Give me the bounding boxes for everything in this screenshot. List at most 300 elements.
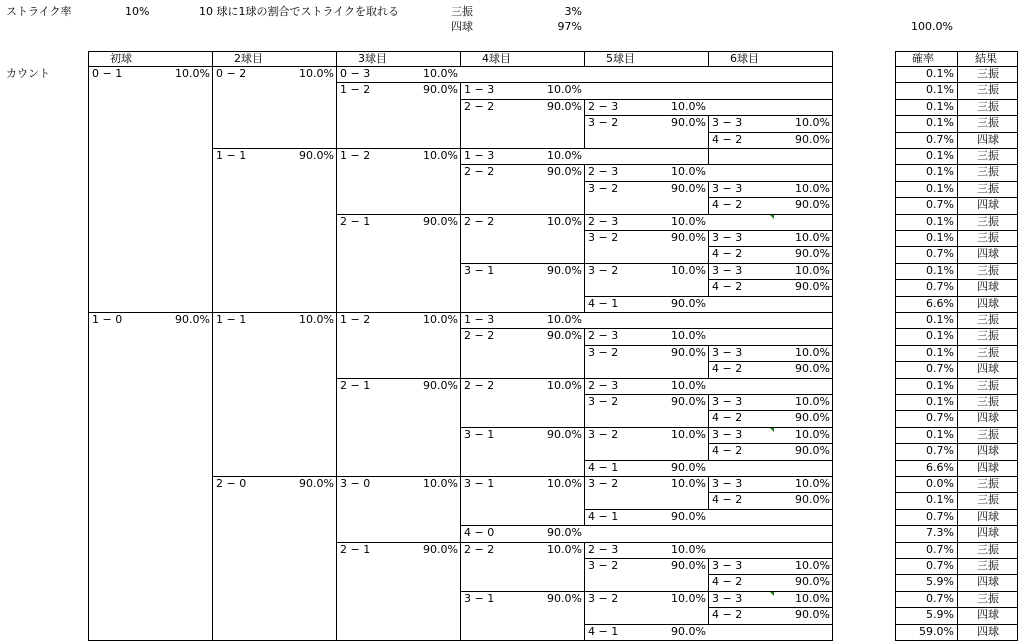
count-cell: 4 − 2	[712, 247, 743, 260]
count-cell: 4 − 1	[588, 510, 619, 523]
column-header-5: 5球目	[606, 52, 635, 65]
column-border	[584, 394, 585, 428]
column-border	[584, 263, 585, 297]
count-cell: 4 − 2	[712, 362, 743, 375]
count-cell: 1 − 3	[464, 83, 495, 96]
row-result: 三振	[977, 100, 999, 113]
column-header-2: 2球目	[234, 52, 263, 65]
column-border	[708, 574, 709, 592]
row-probability: 0.1%	[926, 264, 954, 277]
probability-cell: 90.0%	[671, 346, 706, 359]
row-probability: 0.7%	[926, 411, 954, 424]
probability-cell: 90.0%	[671, 625, 706, 638]
row-result: 三振	[977, 182, 999, 195]
column-border	[212, 312, 213, 477]
row-probability: 0.1%	[926, 100, 954, 113]
probability-cell: 90.0%	[795, 247, 830, 260]
row-probability: 0.0%	[926, 477, 954, 490]
count-cell: 3 − 3	[712, 116, 743, 129]
count-cell: 3 − 2	[588, 559, 619, 572]
probability-cell: 90.0%	[547, 526, 582, 539]
probability-cell: 10.0%	[795, 428, 830, 441]
column-border	[584, 476, 585, 510]
row-probability: 0.1%	[926, 395, 954, 408]
probability-cell: 10.0%	[299, 67, 334, 80]
row-result: 四球	[977, 608, 999, 621]
row-probability: 0.1%	[926, 67, 954, 80]
column-header-6: 6球目	[730, 52, 759, 65]
row-result: 四球	[977, 575, 999, 588]
count-cell: 4 − 2	[712, 133, 743, 146]
row-probability: 0.1%	[926, 165, 954, 178]
probability-cell: 10.0%	[671, 215, 706, 228]
count-cell: 2 − 0	[216, 477, 247, 490]
row-result: 三振	[977, 592, 999, 605]
row-border	[460, 525, 833, 526]
count-cell: 3 − 2	[588, 592, 619, 605]
count-cell: 2 − 3	[588, 543, 619, 556]
column-border	[708, 476, 709, 493]
probability-cell: 10.0%	[795, 559, 830, 572]
probability-cell: 10.0%	[423, 67, 458, 80]
probability-cell: 90.0%	[795, 575, 830, 588]
result-right-border	[1017, 51, 1018, 641]
row-border	[584, 328, 833, 329]
row-probability: 6.6%	[926, 297, 954, 310]
row-result: 三振	[977, 559, 999, 572]
header-column-border	[708, 51, 709, 67]
header-column-border	[212, 51, 213, 67]
probability-cell: 90.0%	[423, 215, 458, 228]
count-cell: 1 − 1	[216, 149, 247, 162]
count-cell: 4 − 2	[712, 575, 743, 588]
row-result: 三振	[977, 379, 999, 392]
count-cell: 3 − 0	[340, 477, 371, 490]
column-border	[708, 607, 709, 625]
probability-cell: 10.0%	[795, 231, 830, 244]
column-border	[708, 591, 709, 608]
row-probability: 0.1%	[926, 493, 954, 506]
probability-cell: 90.0%	[299, 477, 334, 490]
count-cell: 0 − 3	[340, 67, 371, 80]
count-cell: 2 − 2	[464, 165, 495, 178]
comment-marker-icon	[770, 215, 774, 219]
column-border	[460, 148, 461, 165]
column-border	[336, 378, 337, 477]
count-cell: 3 − 2	[588, 477, 619, 490]
column-border	[584, 558, 585, 592]
column-border	[584, 181, 585, 215]
column-header-4: 4球目	[482, 52, 511, 65]
probability-cell: 90.0%	[671, 395, 706, 408]
column-border	[584, 230, 585, 264]
probability-cell: 90.0%	[795, 133, 830, 146]
header-column-border	[336, 51, 337, 67]
probability-cell: 90.0%	[547, 329, 582, 342]
row-result: 三振	[977, 215, 999, 228]
probability-cell: 90.0%	[671, 510, 706, 523]
probability-cell: 10.0%	[547, 477, 582, 490]
count-cell: 4 − 2	[712, 411, 743, 424]
probability-cell: 10.0%	[795, 346, 830, 359]
count-cell: 3 − 3	[712, 395, 743, 408]
count-cell: 4 − 2	[712, 493, 743, 506]
count-cell: 2 − 3	[588, 379, 619, 392]
count-cell: 1 − 1	[216, 313, 247, 326]
row-result: 四球	[977, 510, 999, 523]
probability-cell: 90.0%	[795, 444, 830, 457]
result-left-border	[895, 51, 896, 641]
row-result: 四球	[977, 526, 999, 539]
row-probability: 0.7%	[926, 543, 954, 556]
count-cell: 3 − 2	[588, 231, 619, 244]
count-cell: 3 − 1	[464, 428, 495, 441]
count-cell: 2 − 3	[588, 329, 619, 342]
column-border	[460, 99, 461, 149]
column-border	[460, 476, 461, 526]
column-border	[708, 345, 709, 362]
column-border	[584, 460, 585, 477]
probability-cell: 90.0%	[795, 198, 830, 211]
count-cell: 3 − 2	[588, 116, 619, 129]
column-header-3: 3球目	[358, 52, 387, 65]
row-result: 四球	[977, 280, 999, 293]
column-border	[584, 624, 585, 641]
column-border	[460, 328, 461, 379]
column-border	[708, 115, 709, 133]
count-cell: 3 − 1	[464, 264, 495, 277]
row-border	[584, 99, 833, 100]
strike-rate-value: 10%	[125, 5, 150, 18]
row-border	[460, 312, 833, 313]
count-cell: 2 − 1	[340, 215, 371, 228]
count-cell: 2 − 2	[464, 543, 495, 556]
row-result: 三振	[977, 477, 999, 490]
probability-cell: 10.0%	[671, 165, 706, 178]
probability-cell: 10.0%	[671, 428, 706, 441]
row-result: 三振	[977, 346, 999, 359]
count-cell: 1 − 2	[340, 313, 371, 326]
probability-cell: 10.0%	[299, 313, 334, 326]
row-result: 四球	[977, 362, 999, 375]
probability-cell: 90.0%	[423, 83, 458, 96]
column-border	[460, 542, 461, 592]
walk-rate: 97%	[557, 20, 582, 33]
row-probability: 7.3%	[926, 526, 954, 539]
probability-cell: 90.0%	[671, 116, 706, 129]
row-result: 三振	[977, 83, 999, 96]
column-border	[460, 525, 461, 543]
row-probability: 0.1%	[926, 116, 954, 129]
column-border	[708, 279, 709, 297]
column-border	[336, 82, 337, 149]
count-cell: 1 − 2	[340, 83, 371, 96]
row-probability: 0.7%	[926, 510, 954, 523]
column-border	[708, 132, 709, 165]
row-result: 三振	[977, 329, 999, 342]
probability-cell: 90.0%	[671, 231, 706, 244]
count-cell: 3 − 3	[712, 182, 743, 195]
column-border	[584, 296, 585, 313]
row-probability: 0.1%	[926, 329, 954, 342]
probability-cell: 10.0%	[795, 395, 830, 408]
probability-cell: 10.0%	[547, 543, 582, 556]
probability-cell: 10.0%	[547, 313, 582, 326]
column-border	[336, 476, 337, 543]
row-result: 三振	[977, 543, 999, 556]
count-cell: 3 − 3	[712, 346, 743, 359]
comment-marker-icon	[770, 428, 774, 432]
probability-cell: 10.0%	[423, 313, 458, 326]
count-cell: 3 − 3	[712, 428, 743, 441]
table-left-border	[88, 51, 89, 641]
column-border	[708, 492, 709, 510]
row-probability: 59.0%	[919, 625, 954, 638]
result-header: 結果	[975, 52, 997, 65]
count-cell: 3 − 2	[588, 428, 619, 441]
count-cell: 2 − 3	[588, 215, 619, 228]
row-result: 三振	[977, 165, 999, 178]
count-cell: 3 − 3	[712, 559, 743, 572]
column-border	[460, 591, 461, 641]
probability-cell: 90.0%	[547, 592, 582, 605]
probability-cell: 10.0%	[671, 264, 706, 277]
probability-cell: 90.0%	[175, 313, 210, 326]
column-border	[460, 82, 461, 100]
row-probability: 0.1%	[926, 379, 954, 392]
probability-cell: 90.0%	[671, 297, 706, 310]
column-border	[336, 542, 337, 641]
count-cell: 3 − 2	[588, 346, 619, 359]
probability-cell: 90.0%	[547, 428, 582, 441]
column-border	[708, 427, 709, 444]
probability-cell: 10.0%	[423, 477, 458, 490]
count-cell: 2 − 2	[464, 379, 495, 392]
count-cell: 2 − 3	[588, 100, 619, 113]
row-result: 三振	[977, 428, 999, 441]
total-probability: 100.0%	[911, 20, 953, 33]
row-result: 四球	[977, 461, 999, 474]
strikeout-label: 三振	[451, 5, 473, 18]
column-border	[708, 197, 709, 215]
row-probability: 0.1%	[926, 313, 954, 326]
probability-header: 確率	[912, 52, 934, 65]
probability-cell: 10.0%	[671, 477, 706, 490]
row-probability: 0.7%	[926, 444, 954, 457]
probability-cell: 10.0%	[795, 264, 830, 277]
column-border	[584, 509, 585, 526]
probability-cell: 90.0%	[671, 559, 706, 572]
column-border	[708, 443, 709, 461]
column-border	[708, 181, 709, 198]
row-result: 三振	[977, 264, 999, 277]
column-border	[708, 230, 709, 247]
column-border	[336, 66, 337, 83]
probability-cell: 90.0%	[795, 411, 830, 424]
probability-cell: 90.0%	[795, 493, 830, 506]
probability-cell: 10.0%	[671, 100, 706, 113]
row-result: 三振	[977, 313, 999, 326]
row-probability: 5.9%	[926, 575, 954, 588]
strike-rate-note: 10 球に1球の割合でストライクを取れる	[199, 5, 399, 18]
row-border	[460, 148, 833, 149]
row-result: 三振	[977, 116, 999, 129]
count-cell: 1 − 0	[92, 313, 123, 326]
probability-cell: 90.0%	[795, 280, 830, 293]
column-border	[460, 214, 461, 264]
column-border	[336, 148, 337, 215]
column-border	[584, 591, 585, 625]
probability-cell: 10.0%	[423, 149, 458, 162]
column-border	[584, 542, 585, 559]
column-border	[460, 312, 461, 329]
probability-cell: 10.0%	[671, 543, 706, 556]
column-border	[708, 394, 709, 411]
column-border	[584, 378, 585, 395]
column-border	[708, 410, 709, 428]
count-cell: 2 − 2	[464, 215, 495, 228]
probability-cell: 90.0%	[547, 100, 582, 113]
count-cell: 3 − 3	[712, 592, 743, 605]
row-result: 四球	[977, 411, 999, 424]
row-probability: 0.7%	[926, 592, 954, 605]
column-border	[460, 164, 461, 215]
row-border	[460, 82, 833, 83]
row-probability: 0.1%	[926, 149, 954, 162]
probability-cell: 10.0%	[547, 379, 582, 392]
row-probability: 0.1%	[926, 215, 954, 228]
row-result: 四球	[977, 247, 999, 260]
row-result: 四球	[977, 625, 999, 638]
row-probability: 0.7%	[926, 280, 954, 293]
column-border	[212, 148, 213, 313]
column-border	[212, 66, 213, 149]
count-cell: 3 − 2	[588, 264, 619, 277]
strikeout-rate: 3%	[564, 5, 582, 18]
row-probability: 0.7%	[926, 559, 954, 572]
count-cell: 4 − 1	[588, 297, 619, 310]
probability-cell: 10.0%	[795, 477, 830, 490]
count-cell: 3 − 1	[464, 592, 495, 605]
count-cell: 3 − 3	[712, 264, 743, 277]
probability-cell: 10.0%	[795, 592, 830, 605]
count-cell: 4 − 2	[712, 198, 743, 211]
table-right-border	[832, 51, 833, 641]
column-border	[460, 263, 461, 313]
row-result: 三振	[977, 395, 999, 408]
count-cell: 2 − 2	[464, 100, 495, 113]
count-cell: 3 − 1	[464, 477, 495, 490]
row-probability: 0.7%	[926, 133, 954, 146]
strike-rate-label: ストライク率	[6, 5, 72, 18]
probability-cell: 10.0%	[795, 116, 830, 129]
probability-cell: 90.0%	[671, 182, 706, 195]
probability-cell: 10.0%	[175, 67, 210, 80]
walk-label: 四球	[451, 20, 473, 33]
count-row-label: カウント	[6, 67, 50, 80]
probability-cell: 90.0%	[423, 543, 458, 556]
row-result: 三振	[977, 149, 999, 162]
row-probability: 0.1%	[926, 428, 954, 441]
count-cell: 2 − 2	[464, 329, 495, 342]
probability-cell: 10.0%	[547, 149, 582, 162]
count-cell: 4 − 0	[464, 526, 495, 539]
count-cell: 4 − 1	[588, 461, 619, 474]
column-border	[212, 476, 213, 641]
probability-cell: 90.0%	[547, 264, 582, 277]
probability-cell: 10.0%	[547, 215, 582, 228]
column-border	[708, 361, 709, 379]
count-cell: 3 − 2	[588, 182, 619, 195]
probability-cell: 90.0%	[423, 379, 458, 392]
count-cell: 4 − 2	[712, 280, 743, 293]
count-cell: 4 − 1	[588, 625, 619, 638]
count-cell: 1 − 3	[464, 149, 495, 162]
probability-cell: 10.0%	[795, 182, 830, 195]
comment-marker-icon	[770, 592, 774, 596]
count-cell: 1 − 2	[340, 149, 371, 162]
probability-cell: 10.0%	[671, 379, 706, 392]
row-probability: 0.1%	[926, 346, 954, 359]
row-probability: 5.9%	[926, 608, 954, 621]
row-result: 四球	[977, 198, 999, 211]
probability-cell: 10.0%	[547, 83, 582, 96]
column-border	[460, 427, 461, 477]
count-cell: 3 − 3	[712, 231, 743, 244]
row-probability: 0.7%	[926, 247, 954, 260]
row-result: 三振	[977, 67, 999, 80]
column-border	[584, 164, 585, 182]
count-cell: 1 − 3	[464, 313, 495, 326]
row-result: 四球	[977, 297, 999, 310]
probability-cell: 90.0%	[795, 608, 830, 621]
count-cell: 3 − 3	[712, 477, 743, 490]
row-probability: 6.6%	[926, 461, 954, 474]
row-result: 四球	[977, 444, 999, 457]
count-cell: 2 − 1	[340, 543, 371, 556]
row-result: 四球	[977, 133, 999, 146]
result-divider	[957, 51, 958, 641]
row-probability: 0.1%	[926, 182, 954, 195]
column-border	[708, 246, 709, 264]
column-border	[584, 328, 585, 346]
header-column-border	[584, 51, 585, 67]
row-probability: 0.1%	[926, 231, 954, 244]
row-border	[584, 542, 833, 543]
count-cell: 2 − 1	[340, 379, 371, 392]
header-column-border	[460, 51, 461, 67]
count-cell: 4 − 2	[712, 444, 743, 457]
column-border	[584, 427, 585, 461]
probability-cell: 90.0%	[547, 165, 582, 178]
count-cell: 0 − 2	[216, 67, 247, 80]
row-result: 三振	[977, 231, 999, 244]
column-border	[708, 263, 709, 280]
row-probability: 0.1%	[926, 83, 954, 96]
column-border	[708, 558, 709, 575]
probability-cell: 10.0%	[671, 592, 706, 605]
column-border	[584, 115, 585, 149]
column-border	[460, 378, 461, 428]
row-probability: 0.7%	[926, 198, 954, 211]
column-header-1: 初球	[110, 52, 132, 65]
probability-cell: 90.0%	[671, 461, 706, 474]
probability-cell: 90.0%	[299, 149, 334, 162]
row-result: 三振	[977, 493, 999, 506]
probability-cell: 90.0%	[795, 362, 830, 375]
count-cell: 4 − 2	[712, 608, 743, 621]
column-border	[584, 99, 585, 116]
